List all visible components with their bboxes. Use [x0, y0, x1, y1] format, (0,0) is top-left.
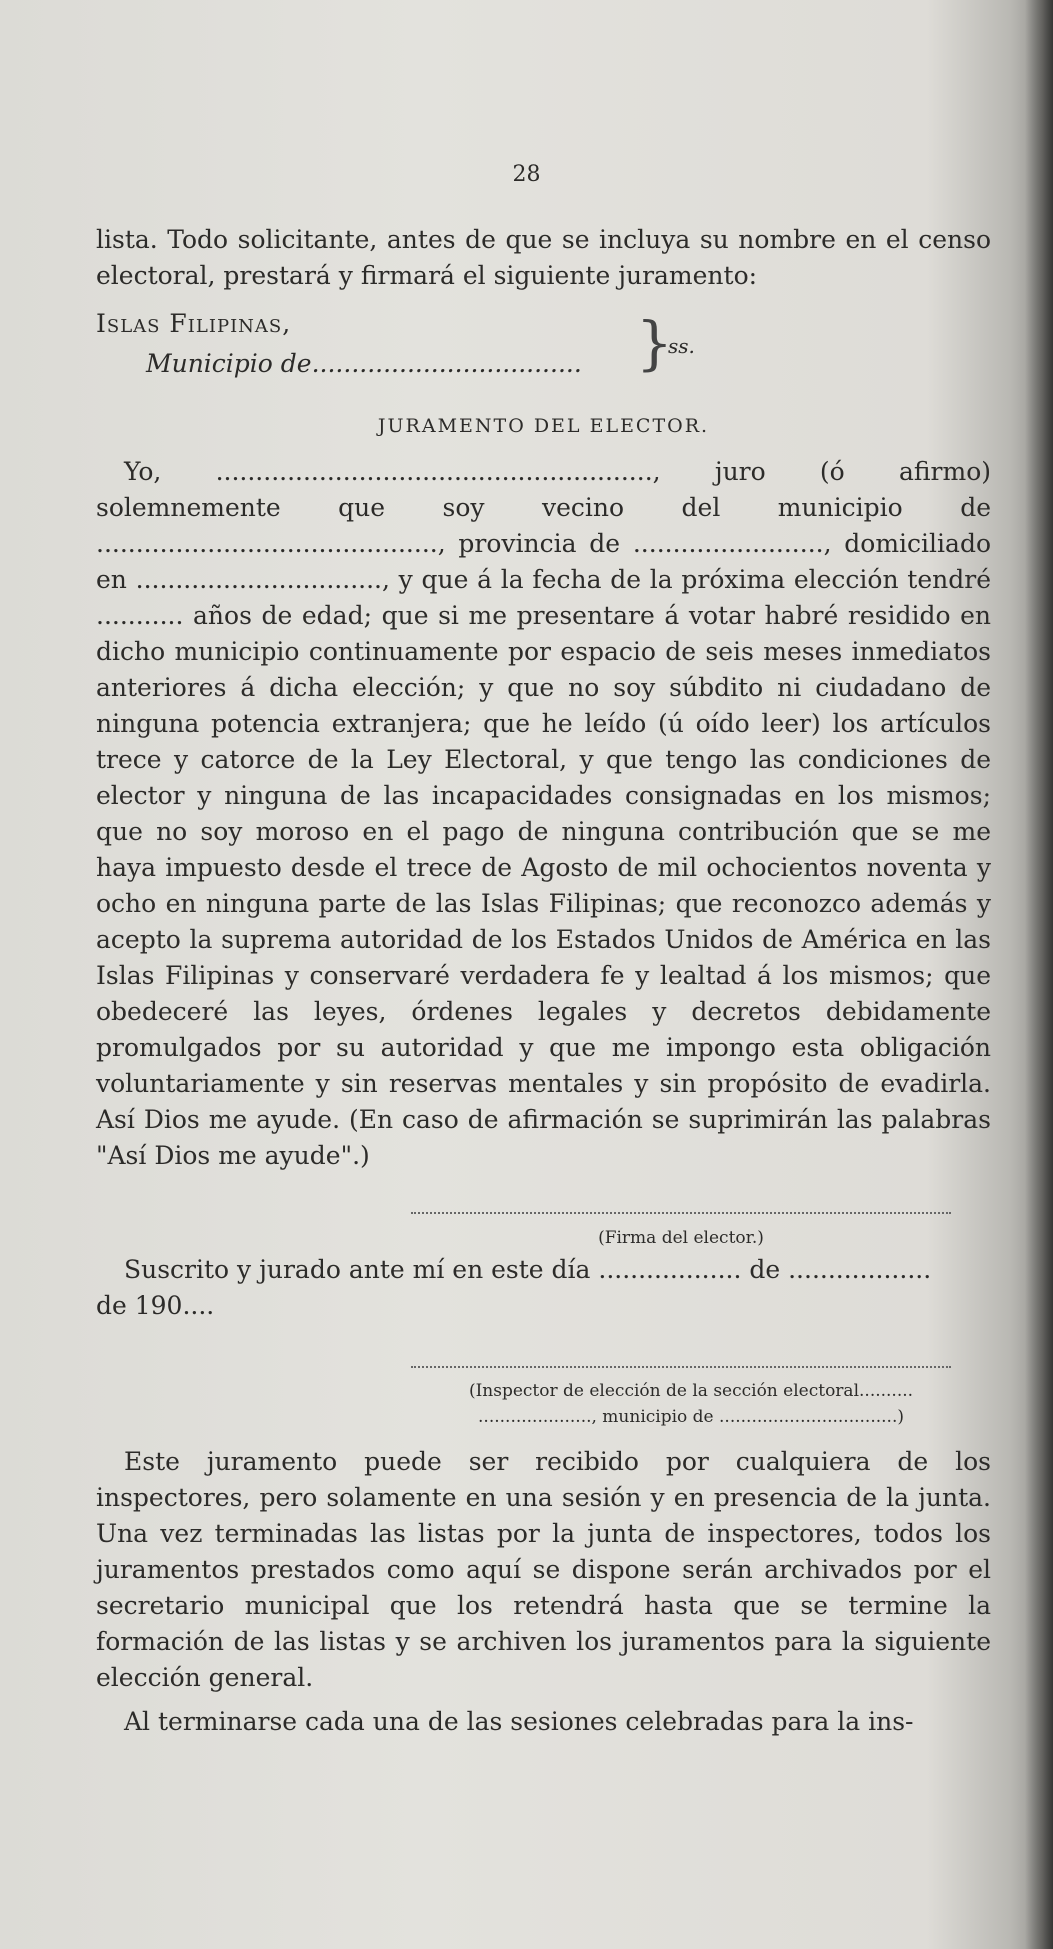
venue-ss: ss. — [668, 334, 695, 358]
venue-brace: } — [636, 309, 673, 377]
inspector-caption-line-1: (Inspector de elección de la sección electoral.......... — [468, 1381, 914, 1401]
venue-block — [96, 306, 991, 386]
book-spine-shadow — [1025, 0, 1053, 1949]
page-number: 28 — [512, 162, 541, 187]
sworn-line: Suscrito y jurado ante mí en este día .................. de .................. — [124, 1255, 932, 1284]
oath-text: Yo, ......................................................., juro (ó afirmo) solemnemente que soy vecino del municipio de ..........................................., provincia de ........................, domiciliado en ..............................., y que á la fecha de la próxima elección tendré ........... años de edad; que si me presentare á votar habré residido en dicho municipio continuamente por espacio de seis meses inmediatos anteriores á dicha elección; y que no soy súbdito ni ciudadano de ninguna potencia extranjera; que he leído (ú oído leer) los artículos trece y catorce de la Ley Electoral, y que tengo las condiciones de elector y ninguna de las incapacidades consignadas en los mismos; que no soy moroso en el pago de ninguna contribución que se me haya impuesto desde el trece de Agosto de mil ochocientos noventa y ocho en ninguna parte de las Islas Filipinas; que reconozco además y acepto la suprema autoridad de los Estados Unidos de América en las Islas Filipinas y conservaré verdadera fe y lealtad á los mismos; que obedeceré las leyes, órdenes legales y decretos debidamente promulgados por su autoridad y que me impongo esta obligación voluntariamente y sin reservas mentales y sin propósito de evadirla. Así Dios me ayude. (En caso de afirmación se suprimirán las palabras "Así Dios me ayude".) — [96, 457, 991, 1170]
sworn-line-year: de 190.... — [96, 1291, 215, 1320]
intro-paragraph: lista. Todo solicitante, antes de que se incluya su nombre en el censo electoral, prestará y firmará el siguiente juramento: — [96, 225, 991, 290]
inspector-signature-line — [411, 1346, 951, 1368]
closing-paragraph-1: Este juramento puede ser recibido por cualquiera de los inspectores, pero solamente en una sesión y en presencia de la junta. Una vez terminadas las listas por la junta de inspectores, todos los juramentos prestados como aquí se dispone serán archivados por el secretario municipal que los retendrá hasta que se termine la formación de las listas y se archiven los juramentos para la siguiente elección general. — [96, 1447, 991, 1692]
inspector-caption — [411, 1378, 971, 1430]
elector-signature-caption: (Firma del elector.) — [598, 1228, 764, 1248]
elector-signature-line — [411, 1192, 951, 1214]
oath-heading: JURAMENTO DEL ELECTOR. — [377, 415, 710, 437]
closing-paragraph-2: Al terminarse cada una de las sesiones celebradas para la ins- — [124, 1707, 914, 1736]
page-content — [96, 150, 991, 1740]
inspector-caption-line-2: ....................., municipio de .................................) — [478, 1407, 904, 1427]
venue-islands: Islas Filipinas, — [96, 309, 292, 338]
elector-signature — [96, 1188, 991, 1252]
inspector-signature — [96, 1342, 991, 1378]
venue-municipality: Municipio de.................................. — [146, 349, 582, 378]
